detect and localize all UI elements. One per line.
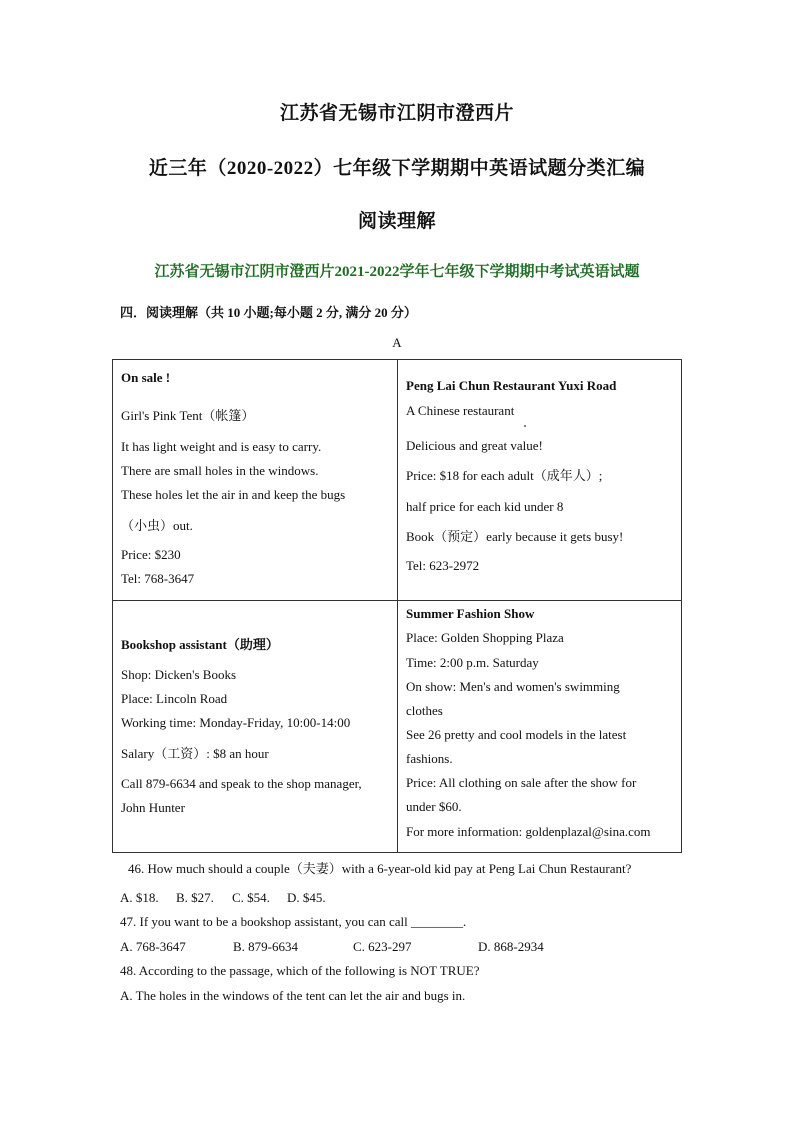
ad-bookshop-line: John Hunter bbox=[121, 800, 185, 815]
ad-restaurant-price: Price: $18 for each adult（成年人）; bbox=[406, 468, 603, 483]
ad-fashion-contact: For more information: goldenplazal@sina.com bbox=[406, 824, 651, 839]
ad-restaurant-line: half price for each kid under 8 bbox=[406, 499, 564, 514]
ad-bookshop-salary: Salary（工资）: $8 an hour bbox=[121, 746, 269, 761]
ad-bookshop bbox=[113, 601, 398, 853]
ad-fashion-show bbox=[398, 601, 682, 853]
stray-dot bbox=[524, 425, 526, 427]
ad-bookshop-line: Call 879-6634 and speak to the shop manager, bbox=[121, 776, 362, 791]
question-48-option-a: A. The holes in the windows of the tent can let the air and bugs in. bbox=[120, 988, 466, 1003]
ad-fashion-line: Price: All clothing on sale after the show for bbox=[406, 775, 637, 790]
question-46-option-a: A. $18. bbox=[120, 890, 159, 905]
ad-bookshop-line: Working time: Monday-Friday, 10:00-14:00 bbox=[121, 715, 351, 730]
ad-fashion-line: Time: 2:00 p.m. Saturday bbox=[406, 655, 539, 670]
ad-tent-price: Price: $230 bbox=[121, 547, 181, 562]
question-46: 46. How much should a couple（夫妻）with a 6-year-old kid pay at Peng Lai Chun Restaurant? bbox=[128, 861, 632, 876]
ad-tent-line: Girl's Pink Tent（帐篷） bbox=[121, 408, 255, 423]
question-47-option-d: D. 868-2934 bbox=[478, 939, 544, 954]
ad-fashion-line: under $60. bbox=[406, 799, 462, 814]
ad-restaurant-line: Book（预定）early because it gets busy! bbox=[406, 529, 624, 544]
ad-bookshop-line: Shop: Dicken's Books bbox=[121, 667, 237, 682]
question-48: 48. According to the passage, which of the following is NOT TRUE? bbox=[120, 963, 480, 978]
question-47-option-b: B. 879-6634 bbox=[233, 939, 298, 954]
ad-bookshop-line: Place: Lincoln Road bbox=[121, 691, 228, 706]
ad-tent-tel: Tel: 768-3647 bbox=[121, 571, 195, 586]
ad-restaurant-tel: Tel: 623-2972 bbox=[406, 558, 480, 573]
ad-tent-line: There are small holes in the windows. bbox=[121, 463, 319, 478]
ad-restaurant-heading: Peng Lai Chun Restaurant Yuxi Road bbox=[406, 378, 617, 393]
question-46-option-c: C. $54. bbox=[232, 890, 270, 905]
question-47: 47. If you want to be a bookshop assistant, you can call ________. bbox=[120, 914, 467, 929]
question-47-option-a: A. 768-3647 bbox=[120, 939, 186, 954]
question-46-option-b: B. $27. bbox=[176, 890, 214, 905]
ad-tent bbox=[113, 360, 398, 601]
passage-letter: A bbox=[392, 335, 402, 350]
ad-tent-heading: On sale ! bbox=[121, 370, 171, 385]
ad-fashion-line: Place: Golden Shopping Plaza bbox=[406, 630, 564, 645]
ad-fashion-line: clothes bbox=[406, 703, 443, 718]
ad-restaurant-line: A Chinese restaurant bbox=[406, 403, 515, 418]
ad-fashion-line: On show: Men's and women's swimming bbox=[406, 679, 620, 694]
question-46-option-d: D. $45. bbox=[287, 890, 326, 905]
section-heading: 四．阅读理解（共 10 小题;每小题 2 分, 满分 20 分） bbox=[120, 305, 417, 320]
document-title-line2: 近三年（2020-2022）七年级下学期期中英语试题分类汇编 bbox=[148, 158, 646, 179]
ad-tent-line: （小虫）out. bbox=[121, 518, 193, 533]
ad-restaurant bbox=[398, 360, 682, 601]
document-title: 江苏省无锡市江阴市澄西片 bbox=[279, 103, 514, 124]
ad-tent-line: It has light weight and is easy to carry. bbox=[121, 439, 322, 454]
ad-restaurant-line: Delicious and great value! bbox=[406, 438, 543, 453]
ad-bookshop-heading: Bookshop assistant（助理） bbox=[121, 637, 279, 652]
ads-table bbox=[112, 359, 682, 853]
ad-fashion-heading: Summer Fashion Show bbox=[406, 606, 535, 621]
ad-tent-line: These holes let the air in and keep the bugs bbox=[121, 487, 346, 502]
document-title-line3: 阅读理解 bbox=[357, 211, 436, 232]
ad-fashion-line: See 26 pretty and cool models in the latest bbox=[406, 727, 627, 742]
ad-fashion-line: fashions. bbox=[406, 751, 453, 766]
question-47-option-c: C. 623-297 bbox=[353, 939, 412, 954]
exam-subtitle: 江苏省无锡市江阴市澄西片2021-2022学年七年级下学期期中考试英语试题 bbox=[154, 264, 640, 280]
